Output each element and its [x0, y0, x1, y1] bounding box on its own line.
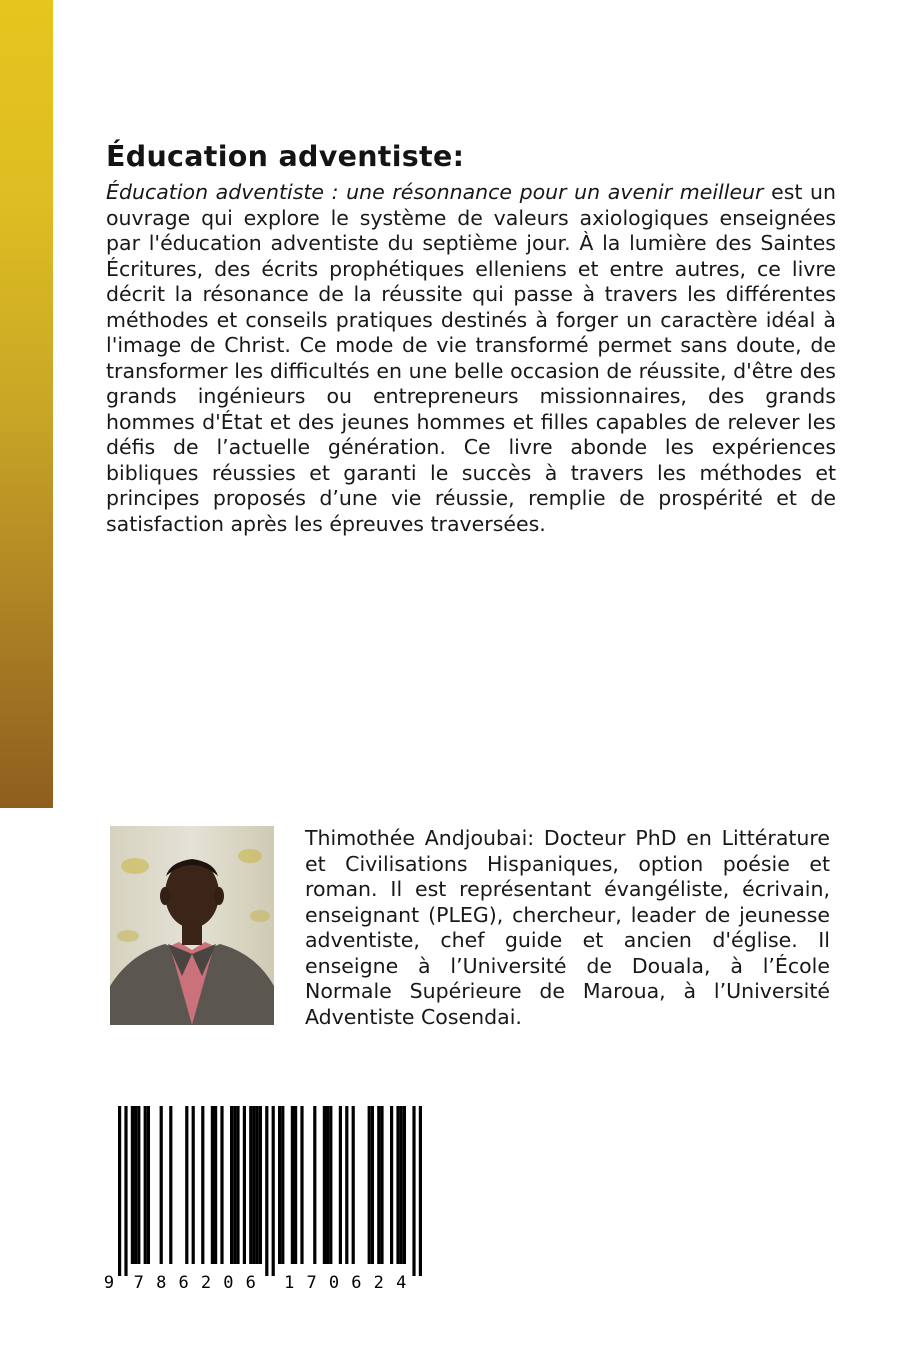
barcode-bar — [313, 1106, 316, 1264]
barcode-digit: 0 — [328, 1273, 340, 1293]
book-title-heading: Éducation adventiste: — [106, 140, 465, 173]
barcode-bar — [147, 1106, 150, 1264]
barcode-bar — [294, 1106, 297, 1264]
author-bio: Thimothée Andjoubai: Docteur PhD en Littérature et Civilisations Hispaniques, option poésie et roman. Il est représentant évangéliste, écrivain, enseignant (PLEG), chercheur, leader de jeunesse adventiste, chef guide et ancien d'église. Il enseigne à l’Université de Douala, à l’École Normale Supérieure de Maroua, à l’Université Adventiste Cosendai. — [305, 826, 830, 1029]
barcode-bar — [377, 1106, 380, 1264]
barcode-bar — [252, 1106, 255, 1264]
barcode-bar — [233, 1106, 236, 1264]
barcode-bar — [169, 1106, 172, 1264]
barcode-bar — [352, 1106, 355, 1264]
barcode-bar — [390, 1106, 393, 1264]
barcode-bar — [144, 1106, 147, 1264]
author-photo — [110, 826, 274, 1025]
isbn-barcode — [103, 1100, 421, 1300]
barcode-bar — [160, 1106, 163, 1264]
barcode-guard-bar — [124, 1106, 127, 1276]
barcode-digit: 7 — [133, 1273, 144, 1293]
barcode-bar — [230, 1106, 233, 1264]
book-title-italic: Éducation adventiste : une résonnance pour un avenir meilleur — [106, 180, 764, 204]
barcode-digit: 8 — [156, 1273, 167, 1293]
barcode-guard-bar — [265, 1106, 268, 1276]
barcode-bar — [236, 1106, 239, 1264]
barcode-digit: 2 — [373, 1273, 384, 1293]
barcode-bar — [326, 1106, 329, 1264]
barcode-bar — [201, 1106, 204, 1264]
barcode-digit: 9 — [103, 1273, 115, 1293]
barcode-bar — [259, 1106, 262, 1264]
barcode-graphic — [103, 1100, 421, 1300]
barcode-bar — [300, 1106, 303, 1264]
barcode-bar — [368, 1106, 371, 1264]
barcode-bar — [211, 1106, 214, 1264]
barcode-bar — [371, 1106, 374, 1264]
barcode-digit: 2 — [200, 1273, 212, 1293]
barcode-digit: 1 — [284, 1273, 295, 1293]
barcode-bar — [291, 1106, 294, 1264]
barcode-bar — [185, 1106, 188, 1264]
barcode-bar — [137, 1106, 140, 1264]
barcode-bar — [396, 1106, 399, 1264]
description-text: est un ouvrage qui explore le système de valeurs axiologiques enseignées par l'éducation adventiste du septième jour. À la lumière des Saintes Écritures, des écrits prophétiques elleniens et entre autres, ce livre décrit la résonance de la réussite qui passe à travers les différentes méthodes et conseils pratiques destinés à forger un caractère idéal à l'image de Christ. Ce mode de vie transformé permet sans doute, de transformer les difficultés en une belle occasion de réussite, d'être des grands ingénieurs ou entrepreneurs missionnaires, des grands hommes d'État et des jeunes hommes et filles capables de relever les défis de l’actuelle génération. Ce livre abonde les expériences bibliques réussies et garanti le succès à travers les méthodes et principes proposés d’une vie réussie, remplie de prospérité et de satisfaction après les épreuves traversées. — [106, 180, 836, 536]
barcode-bar — [339, 1106, 342, 1264]
author-portrait-icon — [110, 826, 274, 1025]
barcode-bar — [220, 1106, 223, 1264]
barcode-bar — [403, 1106, 406, 1264]
barcode-bar — [323, 1106, 326, 1264]
barcode-guard-bar — [412, 1106, 415, 1276]
barcode-guard-bar — [419, 1106, 422, 1276]
barcode-digit: 6 — [351, 1273, 362, 1293]
barcode-bar — [249, 1106, 252, 1264]
barcode-bar — [281, 1106, 284, 1264]
barcode-bar — [131, 1106, 134, 1264]
barcode-bar — [380, 1106, 383, 1264]
barcode-bar — [345, 1106, 348, 1264]
barcode-bar — [214, 1106, 217, 1264]
barcode-digit: 4 — [396, 1273, 407, 1293]
barcode-bar — [400, 1106, 403, 1264]
barcode-bar — [243, 1106, 246, 1264]
book-description — [106, 180, 836, 537]
cover-color-band — [0, 0, 53, 808]
barcode-guard-bar — [272, 1106, 275, 1276]
barcode-bar — [278, 1106, 281, 1264]
barcode-digit: 7 — [306, 1273, 317, 1293]
barcode-bar — [329, 1106, 332, 1264]
barcode-guard-bar — [118, 1106, 121, 1276]
barcode-digit: 6 — [245, 1273, 256, 1293]
barcode-bar — [134, 1106, 137, 1264]
barcode-bar — [256, 1106, 259, 1264]
barcode-digit: 6 — [178, 1273, 189, 1293]
barcode-digit: 0 — [223, 1273, 234, 1293]
barcode-bar — [192, 1106, 195, 1264]
